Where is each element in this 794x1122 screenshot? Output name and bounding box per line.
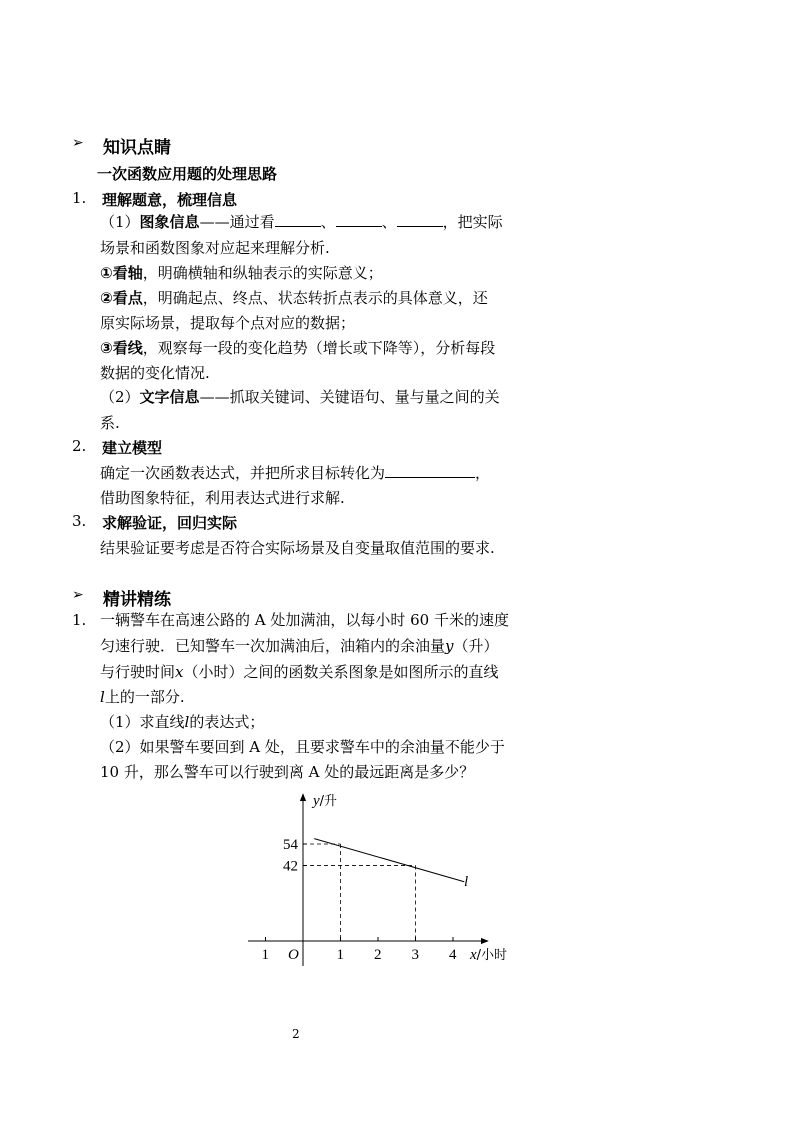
question-line: l上的一部分.	[100, 688, 185, 706]
question-line: 一辆警车在高速公路的 A 处加满油，以每小时 60 千米的速度	[100, 611, 509, 629]
section-title: 精讲精练	[103, 590, 171, 610]
line-label: l	[464, 874, 469, 890]
sub-question-1: （1）求直线l的表达式；	[100, 713, 265, 731]
y-tick-label: 42	[283, 858, 298, 875]
paragraph-line: 借助图象特征，利用表达式进行求解.	[100, 489, 345, 507]
paragraph-model: 确定一次函数表达式，并把所求目标转化为 ，	[100, 460, 490, 486]
x-tick-label: 3	[411, 947, 419, 963]
origin-label: O	[288, 947, 299, 963]
x-tick-label: 4	[449, 947, 457, 963]
section-title: 知识点睛	[103, 138, 171, 158]
item-number: 1.	[72, 189, 87, 207]
answer-blank	[385, 461, 475, 478]
paragraph-image-info: （1）图象信息——通过看 、 、 ，把实际	[100, 209, 503, 235]
item-title: 求解验证，回归实际	[102, 514, 238, 532]
paragraph-line: 系.	[100, 414, 120, 432]
function-line	[314, 839, 464, 882]
paragraph-line: 原实际场景，提取每个点对应的数据；	[100, 314, 356, 332]
sub-question-2: （2）如果警车要回到 A 处，且要求警车中的余油量不能少于	[100, 738, 505, 756]
x-tick-label: 1	[336, 947, 344, 963]
answer-blank	[336, 210, 382, 227]
paragraph-line: 场景和函数图象对应起来理解分析.	[100, 239, 330, 257]
item-number: 3.	[72, 512, 87, 530]
x-tick-label: 1	[261, 947, 269, 963]
page-number: 2	[292, 1027, 300, 1041]
item-title: 理解题意，梳理信息	[102, 191, 238, 209]
section-subtitle: 一次函数应用题的处理思路	[97, 165, 278, 183]
section-bullet: ➢	[72, 135, 84, 151]
question-number: 1.	[72, 611, 87, 629]
answer-blank	[275, 210, 321, 227]
x-tick-label: 2	[374, 947, 382, 963]
item-number: 2.	[72, 437, 87, 455]
section-bullet: ➢	[72, 587, 84, 603]
paragraph-point: ②看点，明确起点、终点、状态转折点表示的具体意义，还	[100, 289, 488, 307]
paragraph-text-info: （2）文字信息——抓取关键词、关键语句、量与量之间的关	[100, 388, 500, 406]
x-axis-label: x/小时	[470, 947, 508, 963]
paragraph-line: 数据的变化情况.	[100, 364, 210, 382]
question-line: 匀速行驶．已知警车一次加满油后，油箱内的余油量y（升）	[100, 637, 499, 655]
y-tick-label: 54	[283, 837, 298, 853]
paragraph-axis: ①看轴，明确横轴和纵轴表示的实际意义；	[100, 264, 383, 282]
paragraph-trend: ③看线，观察每一段的变化趋势（增长或下降等），分析每段	[100, 339, 496, 357]
answer-blank	[397, 210, 443, 227]
y-axis-label: y/升	[313, 793, 338, 809]
question-line: 10 升，那么警车可以行驶到离 A 处的最远距离是多少？	[100, 763, 475, 781]
paragraph-verify: 结果验证要考虑是否符合实际场景及自变量取值范围的要求.	[100, 539, 495, 557]
item-title: 建立模型	[102, 439, 163, 457]
question-line: 与行驶时间x（小时）之间的函数关系图象是如图所示的直线	[100, 663, 499, 681]
